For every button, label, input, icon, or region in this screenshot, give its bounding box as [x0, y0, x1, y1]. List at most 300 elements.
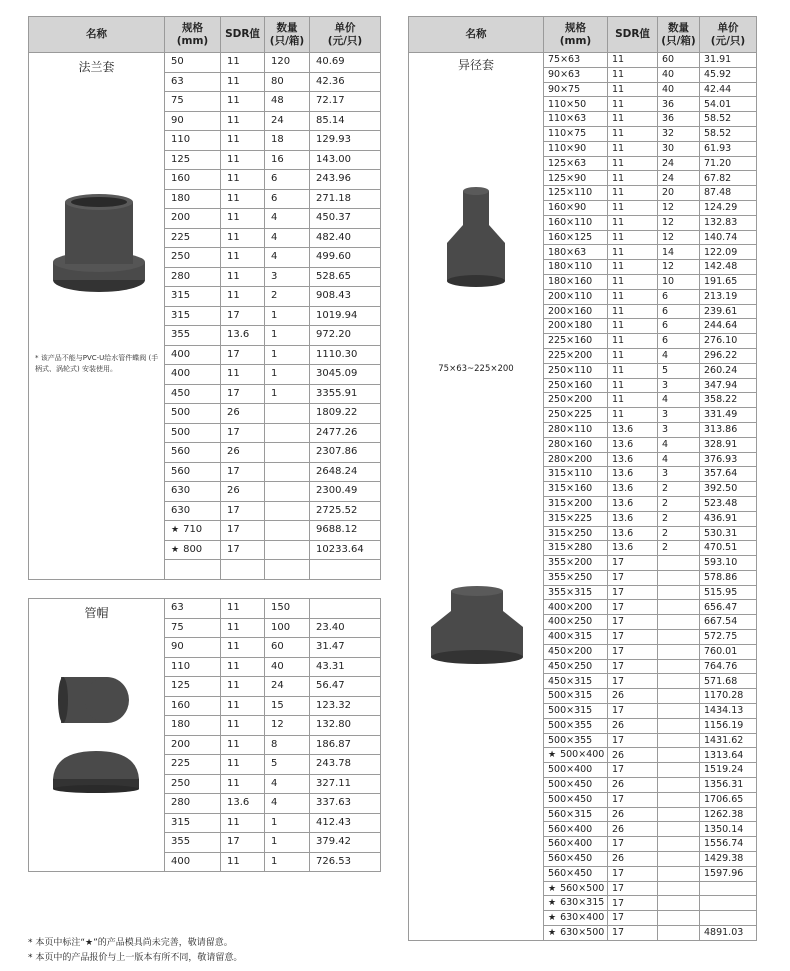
- qty-cell: 1: [265, 833, 310, 853]
- price-cell: 42.36: [310, 72, 381, 92]
- product-title: 异径套: [457, 58, 494, 72]
- price-cell: 482.40: [310, 228, 381, 248]
- qty-cell: 12: [658, 260, 700, 275]
- spec-value: 250: [171, 251, 191, 263]
- spec-cell: [544, 852, 608, 867]
- spec-value: 90: [171, 641, 184, 653]
- spec-value: 500×400: [548, 764, 593, 776]
- sdr-cell: 13.6: [608, 541, 658, 556]
- price-cell: 9688.12: [310, 521, 381, 541]
- price-cell: 58.52: [700, 126, 757, 141]
- spec-cell: [544, 186, 608, 201]
- price-cell: 392.50: [700, 482, 757, 497]
- spec-cell: [544, 348, 608, 363]
- spec-value: 500×315: [548, 690, 593, 702]
- price-cell: 2477.26: [310, 423, 381, 443]
- spec-value: 500×450: [548, 793, 593, 805]
- price-cell: 43.31: [310, 657, 381, 677]
- sdr-cell: 17: [608, 911, 658, 926]
- price-cell: 908.43: [310, 287, 381, 307]
- spec-cell: [165, 267, 221, 287]
- sdr-cell: 17: [221, 345, 265, 365]
- sdr-cell: 11: [221, 248, 265, 268]
- sdr-cell: 11: [221, 209, 265, 229]
- price-cell: 530.31: [700, 526, 757, 541]
- spec-cell: [165, 755, 221, 775]
- sdr-cell: 13.6: [608, 422, 658, 437]
- spec-cell: [544, 304, 608, 319]
- spec-cell: [544, 215, 608, 230]
- sdr-cell: 17: [608, 763, 658, 778]
- product-name-cell: [409, 53, 544, 941]
- qty-cell: 6: [658, 334, 700, 349]
- spec-cell: [544, 393, 608, 408]
- qty-cell: 24: [658, 171, 700, 186]
- qty-cell: 32: [658, 126, 700, 141]
- spec-value: 90: [171, 114, 184, 126]
- spec-cell: [544, 67, 608, 82]
- spec-value: 225: [171, 231, 191, 243]
- price-cell: 412.43: [310, 813, 381, 833]
- price-cell: [310, 599, 381, 619]
- qty-cell: [658, 644, 700, 659]
- price-cell: 186.87: [310, 735, 381, 755]
- price-cell: 358.22: [700, 393, 757, 408]
- spec-value: 315×200: [548, 498, 593, 510]
- price-cell: 667.54: [700, 615, 757, 630]
- product-title: 管帽: [84, 606, 109, 620]
- price-cell: 337.63: [310, 794, 381, 814]
- qty-cell: 24: [265, 111, 310, 131]
- qty-cell: [658, 718, 700, 733]
- sdr-cell: 11: [608, 53, 658, 68]
- spec-value: 315×225: [548, 512, 593, 524]
- spec-value: 200: [171, 212, 191, 224]
- spec-cell: [544, 511, 608, 526]
- qty-cell: 6: [658, 304, 700, 319]
- spec-cell: [165, 677, 221, 697]
- spec-cell: [544, 82, 608, 97]
- price-cell: 1170.28: [700, 689, 757, 704]
- sdr-cell: 26: [608, 807, 658, 822]
- qty-cell: [265, 560, 310, 580]
- spec-value: 180×110: [548, 261, 593, 273]
- qty-cell: 5: [658, 363, 700, 378]
- spec-cell: [165, 111, 221, 131]
- qty-cell: 1: [265, 852, 310, 872]
- spec-value: 63: [171, 602, 184, 614]
- spec-value: 180: [171, 719, 191, 731]
- sdr-cell: 17: [608, 630, 658, 645]
- spec-cell: [544, 674, 608, 689]
- spec-value: 400×200: [548, 601, 593, 613]
- spec-cell: [544, 319, 608, 334]
- spec-value: 225×200: [548, 350, 593, 362]
- qty-cell: 10: [658, 274, 700, 289]
- sdr-cell: 11: [221, 92, 265, 112]
- price-cell: 132.80: [310, 716, 381, 736]
- spec-value: 280×160: [548, 438, 593, 450]
- star-mark: ★: [548, 750, 557, 761]
- header-sdr: SDR值: [608, 17, 658, 53]
- price-cell: 376.93: [700, 452, 757, 467]
- spec-cell: [544, 156, 608, 171]
- spec-value: 110: [171, 660, 191, 672]
- spec-cell: [544, 556, 608, 571]
- sdr-cell: 11: [221, 735, 265, 755]
- sdr-cell: 11: [608, 230, 658, 245]
- qty-cell: 8: [265, 735, 310, 755]
- sdr-cell: 11: [608, 260, 658, 275]
- spec-cell: [165, 716, 221, 736]
- sdr-cell: 26: [608, 748, 658, 763]
- spec-cell: [544, 837, 608, 852]
- pipe-cap-top-image: [51, 749, 141, 799]
- spec-cell: [544, 866, 608, 881]
- qty-cell: [658, 630, 700, 645]
- sdr-cell: 26: [221, 404, 265, 424]
- price-cell: 1809.22: [310, 404, 381, 424]
- spec-cell: [165, 696, 221, 716]
- spec-value: 630: [171, 485, 191, 497]
- spec-value: 90×75: [548, 83, 581, 95]
- spec-value: 75: [171, 621, 184, 633]
- qty-cell: 15: [265, 696, 310, 716]
- qty-cell: 60: [658, 53, 700, 68]
- spec-value: 560×450: [548, 853, 593, 865]
- sdr-cell: 17: [608, 585, 658, 600]
- spec-cell: [544, 659, 608, 674]
- qty-cell: 120: [265, 53, 310, 73]
- spec-value: 560×500: [560, 882, 605, 894]
- price-cell: [700, 911, 757, 926]
- spec-value: 400: [171, 855, 191, 867]
- spec-value: 63: [171, 75, 184, 87]
- price-cell: 31.47: [310, 638, 381, 658]
- qty-cell: 12: [658, 230, 700, 245]
- spec-value: 630×315: [560, 897, 605, 909]
- qty-cell: 6: [658, 319, 700, 334]
- sdr-cell: 11: [221, 813, 265, 833]
- sdr-cell: 26: [608, 822, 658, 837]
- spec-cell: [165, 813, 221, 833]
- spec-value: 450: [171, 387, 191, 399]
- price-cell: 726.53: [310, 852, 381, 872]
- spec-cell: [544, 126, 608, 141]
- spec-cell: [544, 408, 608, 423]
- header-spec: 规格 (mm): [544, 17, 608, 53]
- price-cell: 40.69: [310, 53, 381, 73]
- header-spec: 规格 (mm): [165, 17, 221, 53]
- spec-cell: [544, 792, 608, 807]
- sdr-cell: 11: [608, 274, 658, 289]
- price-cell: 56.47: [310, 677, 381, 697]
- price-cell: 143.00: [310, 150, 381, 170]
- spec-value: 500×355: [548, 720, 593, 731]
- sdr-cell: 11: [608, 82, 658, 97]
- product-title: 法兰套: [78, 60, 115, 74]
- price-cell: [700, 881, 757, 896]
- sdr-cell: 17: [608, 733, 658, 748]
- spec-value: 500×315: [548, 705, 593, 717]
- qty-cell: 6: [265, 189, 310, 209]
- sdr-cell: 11: [608, 200, 658, 215]
- flange-price-table: [28, 16, 381, 580]
- qty-cell: 4: [658, 348, 700, 363]
- spec-cell: [544, 437, 608, 452]
- cap-rows: [29, 599, 381, 872]
- price-cell: 123.32: [310, 696, 381, 716]
- price-cell: 1597.96: [700, 866, 757, 881]
- sdr-cell: 11: [221, 755, 265, 775]
- qty-cell: 20: [658, 186, 700, 201]
- sdr-cell: 17: [221, 306, 265, 326]
- pipe-cap-side-image: [57, 671, 137, 731]
- spec-cell: [165, 170, 221, 190]
- spec-cell: [165, 189, 221, 209]
- qty-cell: 2: [658, 482, 700, 497]
- price-cell: 31.91: [700, 53, 757, 68]
- price-cell: 347.94: [700, 378, 757, 393]
- spec-value: 200×180: [548, 320, 593, 332]
- price-cell: 2648.24: [310, 462, 381, 482]
- table-row: [29, 599, 381, 619]
- spec-cell: [544, 541, 608, 556]
- price-cell: 124.29: [700, 200, 757, 215]
- spec-cell: [544, 718, 608, 733]
- spec-cell: [544, 141, 608, 156]
- qty-cell: [658, 778, 700, 793]
- qty-cell: 30: [658, 141, 700, 156]
- spec-value: 500×450: [548, 779, 593, 791]
- price-cell: 764.76: [700, 659, 757, 674]
- spec-value: 450×315: [548, 675, 593, 687]
- spec-value: 500×355: [548, 734, 593, 746]
- table-row: [409, 53, 757, 68]
- spec-value: 560×400: [548, 823, 593, 835]
- header-qty: 数量 (只/箱): [658, 17, 700, 53]
- qty-cell: 3: [265, 267, 310, 287]
- product-name-cell: [29, 599, 165, 872]
- sdr-cell: 11: [221, 657, 265, 677]
- qty-cell: 40: [658, 67, 700, 82]
- qty-cell: 16: [265, 150, 310, 170]
- price-cell: 71.20: [700, 156, 757, 171]
- qty-cell: 36: [658, 97, 700, 112]
- qty-cell: [658, 748, 700, 763]
- qty-cell: [658, 659, 700, 674]
- spec-value: 800: [183, 543, 203, 555]
- spec-value: 50: [171, 56, 184, 68]
- star-mark: ★: [171, 544, 180, 555]
- star-mark: ★: [548, 898, 557, 909]
- spec-cell: [165, 404, 221, 424]
- spec-cell: [165, 833, 221, 853]
- spec-cell: [165, 306, 221, 326]
- price-cell: 191.65: [700, 274, 757, 289]
- qty-cell: 80: [265, 72, 310, 92]
- price-cell: 23.40: [310, 618, 381, 638]
- spec-cell: [165, 72, 221, 92]
- spec-cell: [165, 326, 221, 346]
- price-cell: 129.93: [310, 131, 381, 151]
- spec-value: 160×90: [548, 202, 587, 214]
- price-cell: 3355.91: [310, 384, 381, 404]
- price-cell: 593.10: [700, 556, 757, 571]
- qty-cell: [658, 556, 700, 571]
- qty-cell: 2: [658, 541, 700, 556]
- sdr-cell: 11: [221, 228, 265, 248]
- price-cell: 2307.86: [310, 443, 381, 463]
- price-cell: 328.91: [700, 437, 757, 452]
- price-cell: 1019.94: [310, 306, 381, 326]
- header-price: 单价 (元/只): [700, 17, 757, 53]
- spec-cell: [165, 638, 221, 658]
- qty-cell: 48: [265, 92, 310, 112]
- sdr-cell: 13.6: [608, 467, 658, 482]
- footnote-2: * 本页中的产品报价与上一版本有所不同，敬请留意。: [28, 953, 243, 963]
- price-cell: 379.42: [310, 833, 381, 853]
- sdr-cell: 11: [221, 150, 265, 170]
- price-cell: 760.01: [700, 644, 757, 659]
- price-cell: 1519.24: [700, 763, 757, 778]
- spec-value: 280: [171, 270, 191, 282]
- sdr-cell: 26: [608, 778, 658, 793]
- price-cell: 1110.30: [310, 345, 381, 365]
- spec-cell: [165, 774, 221, 794]
- spec-cell: [165, 560, 221, 580]
- star-mark: ★: [171, 525, 180, 536]
- sdr-cell: 11: [221, 170, 265, 190]
- spec-cell: [544, 778, 608, 793]
- spec-cell: [544, 200, 608, 215]
- reducer-rows: [409, 53, 757, 941]
- spec-value: 400×315: [548, 631, 593, 643]
- sdr-cell: 17: [608, 881, 658, 896]
- product-name-cell: [29, 53, 165, 580]
- price-cell: 243.78: [310, 755, 381, 775]
- qty-cell: 60: [265, 638, 310, 658]
- spec-value: 355: [171, 329, 191, 341]
- spec-value: 160×125: [548, 231, 593, 243]
- sdr-cell: 13.6: [608, 437, 658, 452]
- small-reducer-image: [443, 183, 513, 293]
- spec-cell: [544, 630, 608, 645]
- sdr-cell: 17: [608, 644, 658, 659]
- spec-value: 315×160: [548, 483, 593, 495]
- spec-value: 630×400: [560, 912, 605, 924]
- qty-cell: [658, 807, 700, 822]
- spec-cell: [544, 482, 608, 497]
- qty-cell: 2: [658, 511, 700, 526]
- price-cell: 436.91: [700, 511, 757, 526]
- qty-cell: [658, 763, 700, 778]
- spec-cell: [544, 260, 608, 275]
- qty-cell: [265, 501, 310, 521]
- price-cell: 3045.09: [310, 365, 381, 385]
- spec-value: 125×110: [548, 187, 593, 199]
- sdr-cell: 17: [221, 521, 265, 541]
- sdr-cell: 11: [221, 774, 265, 794]
- spec-cell: [165, 657, 221, 677]
- qty-cell: 4: [265, 774, 310, 794]
- price-cell: 1434.13: [700, 704, 757, 719]
- spec-cell: [165, 384, 221, 404]
- spec-value: 75×63: [548, 54, 581, 66]
- star-mark: ★: [548, 883, 557, 894]
- spec-value: 250×225: [548, 409, 593, 421]
- qty-cell: [265, 462, 310, 482]
- spec-value: 125: [171, 680, 191, 692]
- qty-cell: 40: [658, 82, 700, 97]
- star-mark: ★: [548, 927, 557, 938]
- spec-value: 500×400: [560, 749, 605, 761]
- spec-value: 560×315: [548, 808, 593, 820]
- sdr-cell: 11: [608, 348, 658, 363]
- sdr-cell: 11: [221, 852, 265, 872]
- spec-cell: [544, 363, 608, 378]
- spec-cell: [544, 615, 608, 630]
- spec-cell: [544, 97, 608, 112]
- spec-cell: [165, 248, 221, 268]
- spec-value: 315×110: [548, 468, 593, 480]
- spec-value: 250×110: [548, 364, 593, 376]
- spec-cell: [165, 228, 221, 248]
- qty-cell: [658, 733, 700, 748]
- spec-value: 125×63: [548, 157, 587, 169]
- spec-value: 160: [171, 173, 191, 185]
- spec-value: 630×500: [560, 926, 605, 938]
- qty-cell: 3: [658, 408, 700, 423]
- large-reducer-image: [427, 585, 527, 675]
- spec-value: 110×63: [548, 113, 587, 125]
- table-row: [29, 53, 381, 73]
- sdr-cell: 17: [608, 570, 658, 585]
- price-cell: 276.10: [700, 334, 757, 349]
- sdr-cell: 17: [221, 501, 265, 521]
- qty-cell: [658, 792, 700, 807]
- sdr-cell: 11: [608, 112, 658, 127]
- spec-value: 180: [171, 192, 191, 204]
- price-cell: 1706.65: [700, 792, 757, 807]
- price-cell: 571.68: [700, 674, 757, 689]
- price-cell: 213.19: [700, 289, 757, 304]
- spec-value: 315: [171, 290, 191, 302]
- spec-cell: [544, 452, 608, 467]
- spec-value: 200×160: [548, 305, 593, 317]
- header-price: 单价 (元/只): [310, 17, 381, 53]
- spec-cell: [544, 230, 608, 245]
- qty-cell: 2: [265, 287, 310, 307]
- price-cell: 572.75: [700, 630, 757, 645]
- spec-cell: [544, 112, 608, 127]
- spec-value: 450×200: [548, 646, 593, 658]
- qty-cell: 100: [265, 618, 310, 638]
- qty-cell: [658, 585, 700, 600]
- spec-cell: [544, 422, 608, 437]
- sdr-cell: 11: [608, 289, 658, 304]
- price-cell: 67.82: [700, 171, 757, 186]
- flange-rows: [29, 53, 381, 580]
- price-cell: 244.64: [700, 319, 757, 334]
- sdr-cell: 11: [608, 126, 658, 141]
- spec-cell: [165, 423, 221, 443]
- star-mark: ★: [548, 913, 557, 924]
- spec-value: 250×160: [548, 379, 593, 391]
- qty-cell: 2: [658, 496, 700, 511]
- spec-value: 160×110: [548, 216, 593, 228]
- spec-cell: [544, 53, 608, 68]
